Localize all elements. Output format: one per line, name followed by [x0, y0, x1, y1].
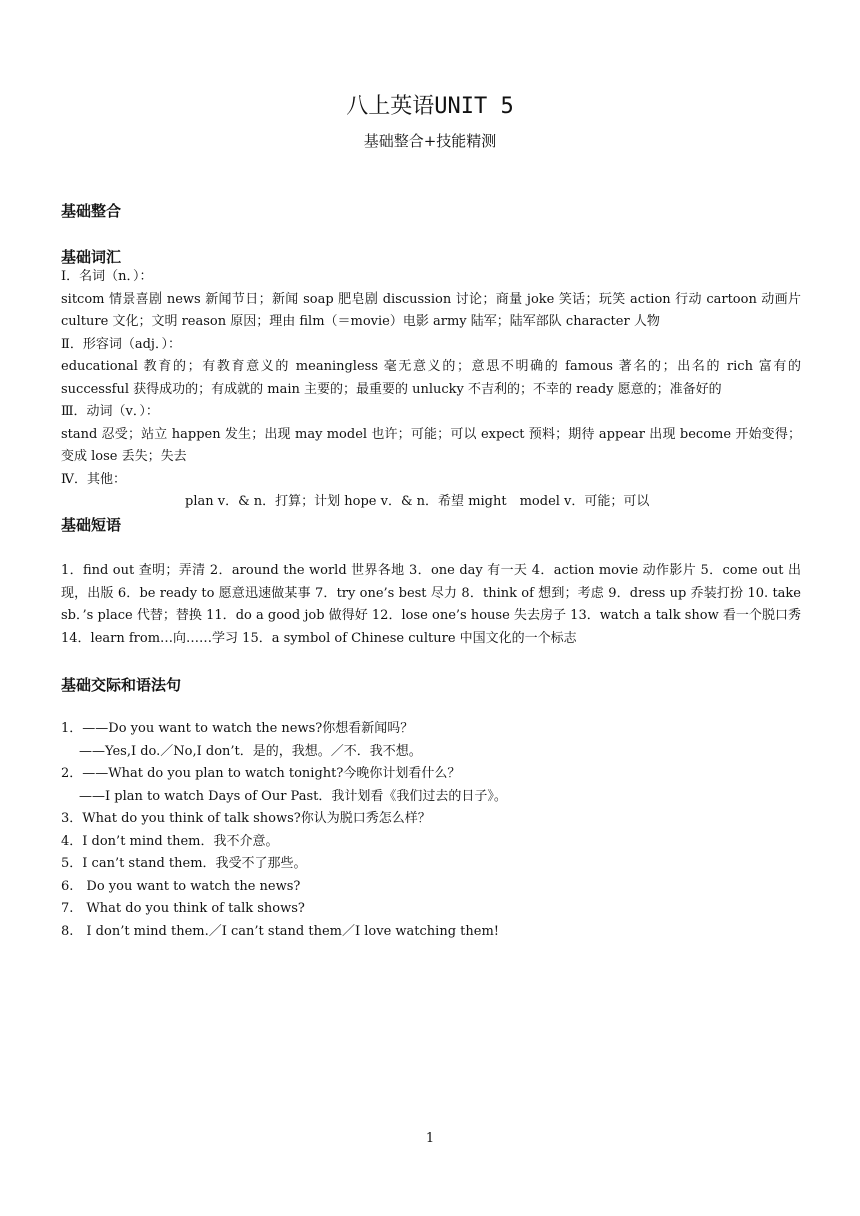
section-heading-vocab: 基础词汇 — [61, 248, 122, 266]
grammar-line: ——I plan to watch Days of Our Past．我计划看《我们过去的日子》。 — [79, 788, 507, 804]
document-title: 八上英语UNIT 5 — [346, 94, 514, 119]
noun-label: I．名词（n．）： — [61, 269, 153, 284]
grammar-section — [61, 718, 801, 943]
other-label: Ⅳ．其他： — [61, 471, 126, 487]
vocab-section — [61, 266, 801, 514]
grammar-line: 6. Do you want to watch the news? — [61, 878, 301, 894]
grammar-line: 5．I can’t stand them．我受不了那些。 — [61, 856, 307, 871]
noun-text: sitcom 情景喜剧 news 新闻节日；新闻 soap 肥皂剧 discussion 讨论；商量 joke 笑话；玩笑 action 行动 cartoon 动画片 culture 文化；文明 reason 原因；理由 film（＝movie）电影 army 陆军；陆军部队 character 人物 — [61, 291, 801, 329]
document-subtitle: 基础整合+技能精测 — [363, 132, 497, 150]
page-number: 1 — [425, 1131, 435, 1146]
grammar-line: 7. What do you think of talk shows? — [61, 901, 305, 916]
verb-label: Ⅲ．动词（v．）： — [61, 404, 159, 419]
section-heading-grammar: 基础交际和语法句 — [61, 676, 182, 694]
grammar-line: 8. I don’t mind them.／I can’t stand them／I love watching them! — [61, 923, 499, 939]
adj-label: Ⅱ．形容词（adj．）： — [61, 336, 181, 352]
section-heading-main: 基础整合 — [61, 202, 122, 220]
grammar-line: ——Yes,I do.／No,I don’t．是的，我想。／不．我不想。 — [79, 743, 422, 759]
grammar-line: 1．——Do you want to watch the news?你想看新闻吗？ — [61, 721, 414, 736]
grammar-line: 3．What do you think of talk shows?你认为脱口秀怎么样？ — [61, 811, 431, 826]
phrases-text: 1．find out 查明；弄清 2．around the world 世界各地 3．one day 有一天 4．action movie 动作影片 5．come out 出现，出版 6．be ready to 愿意迅速做某事 7．try one’s best 尽力 8．think of 想到；考虑 9．dress up 乔装打扮 10. take sb．’s place 代替；替换 11．do a good job 做得好 12．lose one’s house 失去房子 13．watch a talk show 看一个脱口秀 14．learn from…向……学习 15．a symbol of Chinese culture 中国文化的一个标志 — [61, 563, 801, 646]
grammar-line: 4．I don’t mind them．我不介意。 — [61, 833, 279, 849]
section-heading-phrases: 基础短语 — [61, 516, 122, 534]
verb-text: stand 忍受；站立 happen 发生；出现 may model 也许；可能；可以 expect 预料；期待 appear 出现 become 开始变得；变成 lose 丢失；失去 — [61, 426, 801, 464]
other-text: plan v．& n．打算；计划 hope v．& n．希望 might model v．可能；可以 — [185, 494, 650, 509]
phrases-section — [61, 560, 801, 650]
grammar-line: 2．——What do you plan to watch tonight?今晚你计划看什么？ — [61, 766, 461, 781]
adj-text: educational 教育的；有教育意义的 meaningless 毫无意义的；意思不明确的 famous 著名的；出名的 rich 富有的 successful 获得成功的；有成就的 main 主要的；最重要的 unlucky 不吉利的；不幸的 ready 愿意的；准备好的 — [61, 359, 801, 397]
